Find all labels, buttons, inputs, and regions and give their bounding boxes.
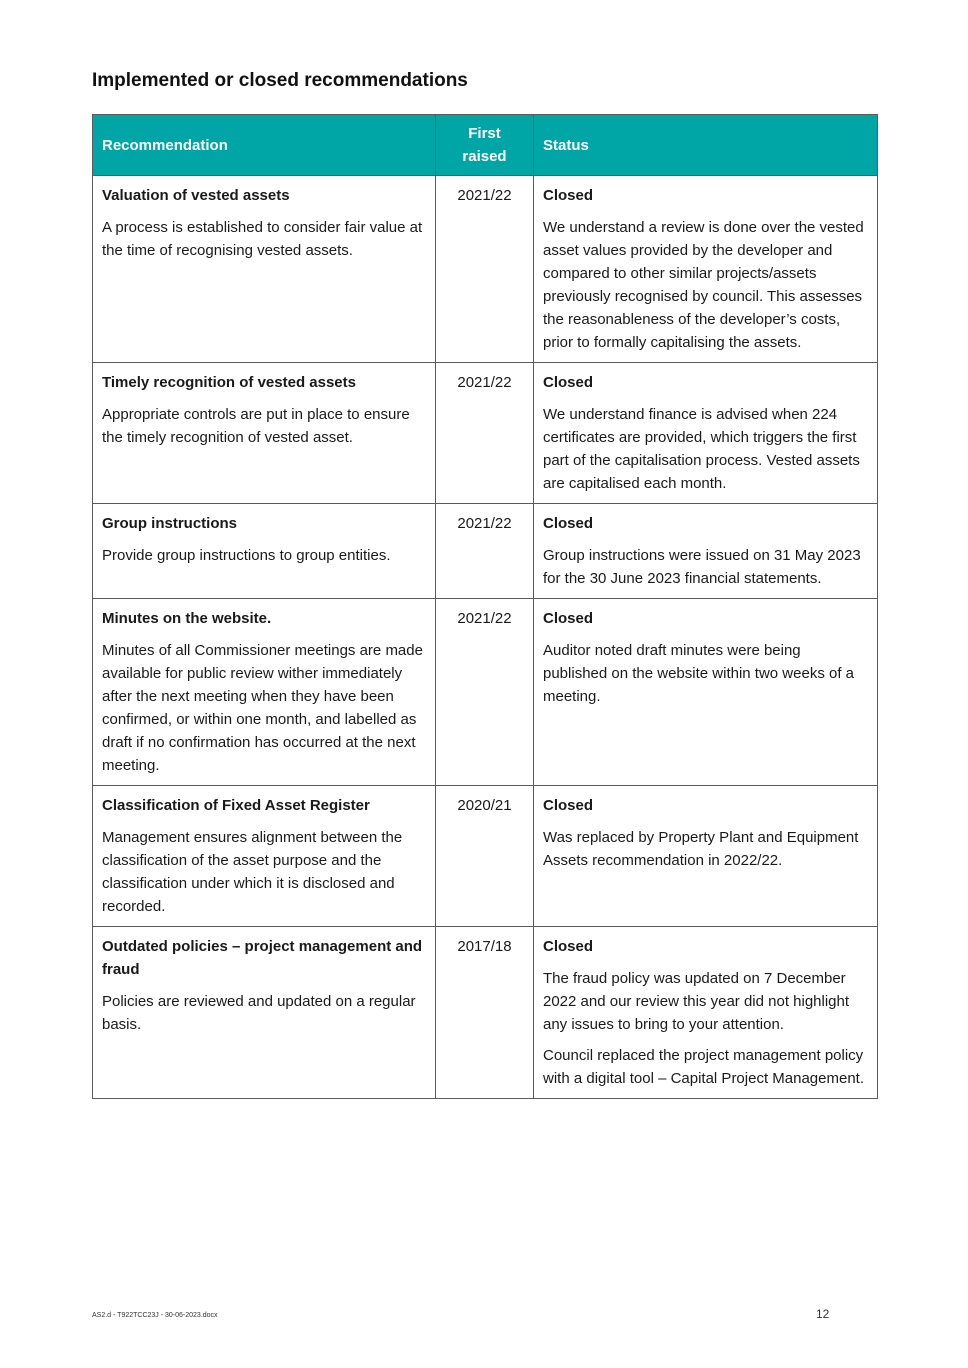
status-text: The fraud policy was updated on 7 December 2022 and our review this year did not highlight any issues to bring to your attention.	[543, 970, 850, 1033]
table-row	[93, 927, 878, 1099]
page-number: 12	[816, 1307, 830, 1321]
header-first-raised: First raised	[436, 115, 534, 176]
page-title: Implemented or closed recommendations	[92, 70, 468, 91]
status-text: Council replaced the project management policy with a digital tool – Capital Project Management.	[543, 1047, 865, 1087]
recommendation-title: Valuation of vested assets	[102, 187, 290, 204]
first-raised-cell: 2017/18	[436, 927, 534, 1099]
status-text: Auditor noted draft minutes were being published on the website within two weeks of a meeting.	[543, 642, 855, 705]
status-text: We understand finance is advised when 224 certificates are provided, which triggers the first part of the capitalisation process. Vested assets are capitalised each month.	[543, 406, 860, 492]
recommendation-description: Provide group instructions to group entities.	[102, 547, 391, 564]
status-cell	[534, 599, 878, 786]
table-row	[93, 786, 878, 927]
recommendation-title: Group instructions	[102, 515, 237, 532]
status-label: Closed	[543, 610, 594, 627]
table-row	[93, 363, 878, 504]
recommendation-title: Classification of Fixed Asset Register	[102, 797, 370, 814]
recommendation-cell	[93, 599, 436, 786]
recommendation-cell	[93, 363, 436, 504]
recommendation-cell	[93, 927, 436, 1099]
status-label: Closed	[543, 374, 594, 391]
recommendation-cell	[93, 176, 436, 363]
status-label: Closed	[543, 515, 594, 532]
document-reference: AS2.d - T922TCC23J - 30-06-2023.docx	[92, 1312, 218, 1319]
first-raised-cell: 2021/22	[436, 176, 534, 363]
recommendations-table	[92, 114, 878, 1099]
table-row	[93, 176, 878, 363]
recommendation-description: Management ensures alignment between the classification of the asset purpose and the classification under which it is disclosed and recorded.	[102, 829, 403, 915]
table-header-row	[93, 115, 878, 176]
status-text: We understand a review is done over the vested asset values provided by the developer and compared to other similar projects/assets previously recognised by council. This assesses the reasonableness of the developer’s costs, prior to formally capitalising the assets.	[543, 219, 864, 351]
first-raised-cell: 2021/22	[436, 599, 534, 786]
recommendation-cell	[93, 504, 436, 599]
recommendation-cell	[93, 786, 436, 927]
header-recommendation: Recommendation	[93, 115, 436, 176]
first-raised-cell: 2021/22	[436, 504, 534, 599]
status-cell	[534, 927, 878, 1099]
recommendation-description: Appropriate controls are put in place to ensure the timely recognition of vested asset.	[102, 406, 410, 446]
recommendation-title: Outdated policies – project management and fraud	[102, 938, 423, 978]
recommendation-title: Timely recognition of vested assets	[102, 374, 356, 391]
recommendation-title: Minutes on the website.	[102, 610, 272, 627]
table-row	[93, 599, 878, 786]
status-text: Group instructions were issued on 31 May 2023 for the 30 June 2023 financial statements.	[543, 547, 861, 587]
status-label: Closed	[543, 938, 594, 955]
status-cell	[534, 786, 878, 927]
recommendation-description: Minutes of all Commissioner meetings are made available for public review wither immediately after the next meeting when they have been confirmed, or within one month, and labelled as draft if no confirmation has occurred at the next meeting.	[102, 642, 423, 774]
status-cell	[534, 176, 878, 363]
status-label: Closed	[543, 187, 594, 204]
status-label: Closed	[543, 797, 594, 814]
status-cell	[534, 363, 878, 504]
status-text: Was replaced by Property Plant and Equipment Assets recommendation in 2022/22.	[543, 829, 859, 869]
recommendation-description: Policies are reviewed and updated on a regular basis.	[102, 993, 416, 1033]
recommendation-description: A process is established to consider fair value at the time of recognising vested assets.	[102, 219, 423, 259]
first-raised-cell: 2021/22	[436, 363, 534, 504]
status-cell	[534, 504, 878, 599]
table-row	[93, 504, 878, 599]
first-raised-cell: 2020/21	[436, 786, 534, 927]
header-status: Status	[534, 115, 878, 176]
